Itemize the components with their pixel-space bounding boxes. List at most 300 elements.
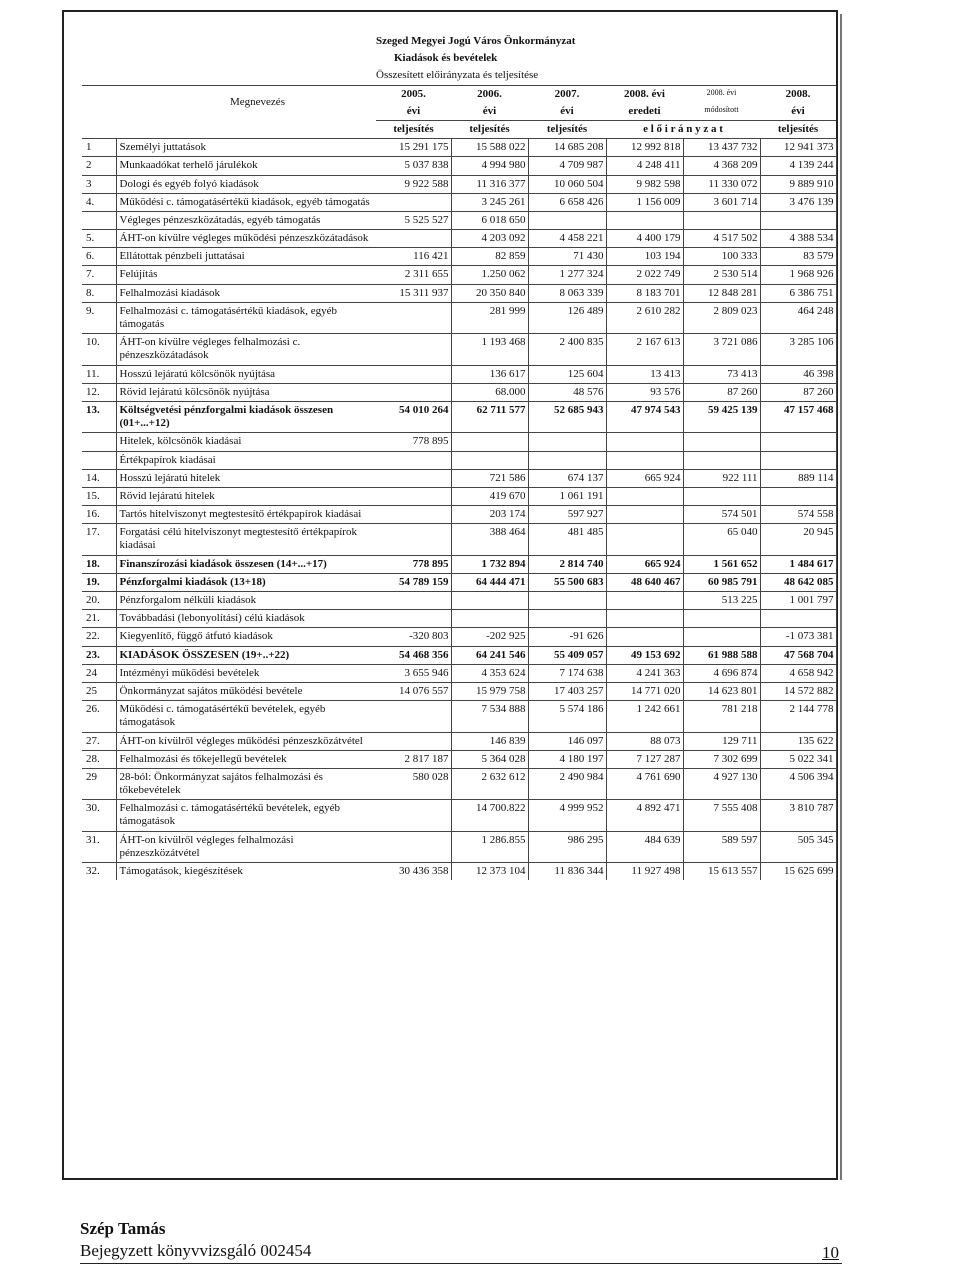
value-cell: 484 639 — [606, 831, 683, 862]
value-cell: 59 425 139 — [683, 401, 760, 432]
type-2006: teljesítés — [451, 120, 528, 138]
row-number: 6. — [82, 248, 116, 266]
value-cell: 1 484 617 — [760, 555, 836, 573]
value-cell: 6 018 650 — [451, 211, 528, 229]
table-row — [82, 682, 836, 700]
value-cell — [376, 302, 451, 333]
table-row — [82, 139, 836, 157]
auditor-role: Bejegyzett könyvvizsgáló 002454 — [80, 1241, 312, 1260]
row-label: Felhalmozási kiadások — [116, 284, 376, 302]
value-cell: 4 892 471 — [606, 800, 683, 831]
row-number: 29 — [82, 768, 116, 799]
value-cell: -202 925 — [451, 628, 528, 646]
value-cell — [528, 592, 606, 610]
value-cell: 88 073 — [606, 732, 683, 750]
value-cell: 3 655 946 — [376, 664, 451, 682]
value-cell: 721 586 — [451, 469, 528, 487]
value-cell: 3 810 787 — [760, 800, 836, 831]
sub-2008-modified: módosított — [704, 104, 739, 114]
table-row — [82, 469, 836, 487]
row-label: Rövid lejáratú hitelek — [116, 487, 376, 505]
value-cell — [683, 628, 760, 646]
row-number: 15. — [82, 487, 116, 505]
value-cell: 1.250 062 — [451, 266, 528, 284]
row-number: 30. — [82, 800, 116, 831]
table-row — [82, 175, 836, 193]
value-cell: 14 700.822 — [451, 800, 528, 831]
table-row — [82, 701, 836, 732]
value-cell: 129 711 — [683, 732, 760, 750]
value-cell: 48 576 — [528, 383, 606, 401]
value-cell: 778 895 — [376, 555, 451, 573]
value-cell — [376, 524, 451, 555]
value-cell: 61 988 588 — [683, 646, 760, 664]
value-cell: 2 610 282 — [606, 302, 683, 333]
value-cell: 15 311 937 — [376, 284, 451, 302]
value-cell: 13 437 732 — [683, 139, 760, 157]
value-cell: 3 476 139 — [760, 193, 836, 211]
value-cell — [683, 610, 760, 628]
value-cell: 20 350 840 — [451, 284, 528, 302]
table-row — [82, 193, 836, 211]
value-cell: 55 409 057 — [528, 646, 606, 664]
value-cell: 481 485 — [528, 524, 606, 555]
row-number: 31. — [82, 831, 116, 862]
row-label: ÁHT-on kívülről végleges működési pénzeszközátvétel — [116, 732, 376, 750]
value-cell: 52 685 943 — [528, 401, 606, 432]
value-cell — [683, 451, 760, 469]
value-cell — [760, 610, 836, 628]
value-cell — [376, 487, 451, 505]
value-cell — [606, 211, 683, 229]
row-label: Kiegyenlítő, függő átfutó kiadások — [116, 628, 376, 646]
value-cell: 73 413 — [683, 365, 760, 383]
value-cell: 574 501 — [683, 506, 760, 524]
value-cell — [376, 592, 451, 610]
value-cell — [376, 365, 451, 383]
table-row — [82, 334, 836, 365]
row-number: 25 — [82, 682, 116, 700]
value-cell: 54 468 356 — [376, 646, 451, 664]
value-cell: 54 789 159 — [376, 573, 451, 591]
table-row — [82, 646, 836, 664]
value-cell: 464 248 — [760, 302, 836, 333]
table-row — [82, 451, 836, 469]
row-label: Felújítás — [116, 266, 376, 284]
value-cell — [451, 610, 528, 628]
value-cell: 54 010 264 — [376, 401, 451, 432]
value-cell — [760, 487, 836, 505]
value-cell: 9 982 598 — [606, 175, 683, 193]
row-number — [82, 211, 116, 229]
auditor-name: Szép Tamás — [80, 1219, 166, 1238]
value-cell: 589 597 — [683, 831, 760, 862]
value-cell: 10 060 504 — [528, 175, 606, 193]
row-label: Támogatások, kiegészítések — [116, 863, 376, 881]
value-cell: 4 180 197 — [528, 750, 606, 768]
value-cell: 100 333 — [683, 248, 760, 266]
value-cell — [606, 524, 683, 555]
row-number: 22. — [82, 628, 116, 646]
value-cell: 2 809 023 — [683, 302, 760, 333]
row-number: 20. — [82, 592, 116, 610]
value-cell — [451, 592, 528, 610]
value-cell: 1 242 661 — [606, 701, 683, 732]
value-cell: 11 316 377 — [451, 175, 528, 193]
value-cell: 778 895 — [376, 433, 451, 451]
value-cell: 4 709 987 — [528, 157, 606, 175]
table-row — [82, 365, 836, 383]
value-cell: -91 626 — [528, 628, 606, 646]
row-label: Dologi és egyéb folyó kiadások — [116, 175, 376, 193]
value-cell: 14 076 557 — [376, 682, 451, 700]
value-cell: 986 295 — [528, 831, 606, 862]
value-cell: 4 388 534 — [760, 230, 836, 248]
value-cell: 4 761 690 — [606, 768, 683, 799]
value-cell — [451, 451, 528, 469]
row-label: Munkaadókat terhelő járulékok — [116, 157, 376, 175]
value-cell: 674 137 — [528, 469, 606, 487]
row-number: 18. — [82, 555, 116, 573]
value-cell: 4 248 411 — [606, 157, 683, 175]
row-number: 17. — [82, 524, 116, 555]
value-cell — [606, 506, 683, 524]
value-cell — [528, 433, 606, 451]
value-cell: 2 144 778 — [760, 701, 836, 732]
table-row — [82, 302, 836, 333]
value-cell: 47 157 468 — [760, 401, 836, 432]
row-label: ÁHT-on kívülre végleges felhalmozási c. pénzeszközátadások — [116, 334, 376, 365]
value-cell: 6 386 751 — [760, 284, 836, 302]
value-cell — [683, 211, 760, 229]
value-cell: 116 421 — [376, 248, 451, 266]
row-number: 24 — [82, 664, 116, 682]
table-row — [82, 524, 836, 555]
row-number: 1 — [82, 139, 116, 157]
row-label: Pénzforgalom nélküli kiadások — [116, 592, 376, 610]
value-cell: 2 530 514 — [683, 266, 760, 284]
value-cell: 2 817 187 — [376, 750, 451, 768]
value-cell: 4 203 092 — [451, 230, 528, 248]
value-cell — [528, 451, 606, 469]
value-cell: 3 245 261 — [451, 193, 528, 211]
value-cell — [760, 433, 836, 451]
row-label: Finanszírozási kiadások összesen (14+...+17) — [116, 555, 376, 573]
row-label: Végleges pénzeszközátadás, egyéb támogatás — [116, 211, 376, 229]
value-cell: 281 999 — [451, 302, 528, 333]
row-label: Hosszú lejáratú kölcsönök nyújtása — [116, 365, 376, 383]
value-cell: 574 558 — [760, 506, 836, 524]
value-cell: 2 022 749 — [606, 266, 683, 284]
value-cell — [606, 628, 683, 646]
value-cell: 2 400 835 — [528, 334, 606, 365]
value-cell: 2 632 612 — [451, 768, 528, 799]
value-cell: 1 277 324 — [528, 266, 606, 284]
row-label: Továbbadási (lebonyolítási) célú kiadások — [116, 610, 376, 628]
org-name: Szeged Megyei Jogú Város Önkormányzat — [376, 35, 576, 47]
row-number — [82, 433, 116, 451]
value-cell: 203 174 — [451, 506, 528, 524]
row-label: Felhalmozási c. támogatásértékű kiadások, egyéb támogatás — [116, 302, 376, 333]
value-cell: 9 889 910 — [760, 175, 836, 193]
table-row — [82, 732, 836, 750]
value-cell: 5 037 838 — [376, 157, 451, 175]
value-cell: 3 721 086 — [683, 334, 760, 365]
table-row — [82, 433, 836, 451]
row-label: Ellátottak pénzbeli juttatásai — [116, 248, 376, 266]
row-label: Felhalmozási és tőkejellegű bevételek — [116, 750, 376, 768]
sub-2005: évi — [406, 104, 421, 117]
value-cell — [683, 433, 760, 451]
value-cell: 7 534 888 — [451, 701, 528, 732]
row-number: 11. — [82, 365, 116, 383]
value-cell: 12 848 281 — [683, 284, 760, 302]
row-number: 8. — [82, 284, 116, 302]
row-number: 21. — [82, 610, 116, 628]
value-cell: 665 924 — [606, 469, 683, 487]
year-2005: 2005. — [376, 85, 451, 103]
row-number: 26. — [82, 701, 116, 732]
value-cell: 83 579 — [760, 248, 836, 266]
table-row — [82, 664, 836, 682]
table-row — [82, 610, 836, 628]
row-label: Költségvetési pénzforgalmi kiadások összesen (01+...+12) — [116, 401, 376, 432]
row-label: ÁHT-on kívülre végleges működési pénzeszközátadások — [116, 230, 376, 248]
value-cell: 1 968 926 — [760, 266, 836, 284]
value-cell: 7 302 699 — [683, 750, 760, 768]
row-label: Forgatási célú hitelviszonyt megtestesítő értékpapírok kiadásai — [116, 524, 376, 555]
value-cell: 55 500 683 — [528, 573, 606, 591]
table-row — [82, 768, 836, 799]
value-cell: 6 658 426 — [528, 193, 606, 211]
table-row — [82, 573, 836, 591]
value-cell: 14 771 020 — [606, 682, 683, 700]
value-cell: 513 225 — [683, 592, 760, 610]
value-cell: 8 063 339 — [528, 284, 606, 302]
sub-2008-original: eredeti — [628, 104, 661, 117]
value-cell: -320 803 — [376, 628, 451, 646]
value-cell: 1 286.855 — [451, 831, 528, 862]
row-label: Működési c. támogatásértékű kiadások, egyéb támogatás — [116, 193, 376, 211]
table-row — [82, 248, 836, 266]
value-cell: 87 260 — [760, 383, 836, 401]
value-cell: 62 711 577 — [451, 401, 528, 432]
value-cell: 5 574 186 — [528, 701, 606, 732]
value-cell: 3 601 714 — [683, 193, 760, 211]
row-number: 27. — [82, 732, 116, 750]
value-cell — [376, 469, 451, 487]
row-label: ÁHT-on kívülről végleges felhalmozási pénzeszközátvétel — [116, 831, 376, 862]
value-cell: 20 945 — [760, 524, 836, 555]
value-cell: 2 490 984 — [528, 768, 606, 799]
value-cell: 48 640 467 — [606, 573, 683, 591]
name-column-header: Megnevezés — [82, 85, 376, 120]
value-cell: 1 001 797 — [760, 592, 836, 610]
value-cell: 103 194 — [606, 248, 683, 266]
table-row — [82, 800, 836, 831]
value-cell: 93 576 — [606, 383, 683, 401]
value-cell: 4 927 130 — [683, 768, 760, 799]
row-number: 32. — [82, 863, 116, 881]
value-cell: 4 241 363 — [606, 664, 683, 682]
table-row — [82, 831, 836, 862]
value-cell — [376, 831, 451, 862]
row-number: 2 — [82, 157, 116, 175]
row-number: 7. — [82, 266, 116, 284]
table-row — [82, 555, 836, 573]
value-cell — [606, 433, 683, 451]
value-cell: 14 572 882 — [760, 682, 836, 700]
row-label: Rövid lejáratú kölcsönök nyújtása — [116, 383, 376, 401]
value-cell: 15 613 557 — [683, 863, 760, 881]
value-cell: 1 061 191 — [528, 487, 606, 505]
value-cell: 2 814 740 — [528, 555, 606, 573]
row-number: 13. — [82, 401, 116, 432]
value-cell: 12 992 818 — [606, 139, 683, 157]
frame-shadow — [840, 14, 842, 1180]
value-cell: 11 927 498 — [606, 863, 683, 881]
value-cell — [376, 610, 451, 628]
year-2008-original: 2008. évi — [606, 85, 683, 103]
value-cell: 5 364 028 — [451, 750, 528, 768]
value-cell — [760, 451, 836, 469]
value-cell: 126 489 — [528, 302, 606, 333]
row-number: 16. — [82, 506, 116, 524]
row-label: Személyi juttatások — [116, 139, 376, 157]
value-cell — [451, 433, 528, 451]
row-label: Önkormányzat sajátos működési bevétele — [116, 682, 376, 700]
table-row — [82, 592, 836, 610]
table-row — [82, 266, 836, 284]
value-cell — [683, 487, 760, 505]
table-row — [82, 863, 836, 881]
value-cell — [528, 211, 606, 229]
value-cell: 146 097 — [528, 732, 606, 750]
row-label: Pénzforgalmi kiadások (13+18) — [116, 573, 376, 591]
value-cell: 46 398 — [760, 365, 836, 383]
value-cell: 65 040 — [683, 524, 760, 555]
value-cell: 505 345 — [760, 831, 836, 862]
value-cell: 15 979 758 — [451, 682, 528, 700]
type-2007: teljesítés — [528, 120, 606, 138]
row-number — [82, 451, 116, 469]
value-cell: 12 373 104 — [451, 863, 528, 881]
row-number: 19. — [82, 573, 116, 591]
row-label: 28-ból: Önkormányzat sajátos felhalmozási és tőkebevételek — [116, 768, 376, 799]
value-cell: 4 696 874 — [683, 664, 760, 682]
value-cell: 136 617 — [451, 365, 528, 383]
value-cell: 17 403 257 — [528, 682, 606, 700]
value-cell: 8 183 701 — [606, 284, 683, 302]
value-cell: 580 028 — [376, 768, 451, 799]
value-cell: 4 999 952 — [528, 800, 606, 831]
row-label: Felhalmozási c. támogatásértékű bevételek, egyéb támogatások — [116, 800, 376, 831]
value-cell: 14 685 208 — [528, 139, 606, 157]
value-cell: 419 670 — [451, 487, 528, 505]
row-number: 5. — [82, 230, 116, 248]
value-cell: 68.000 — [451, 383, 528, 401]
value-cell: 4 506 394 — [760, 768, 836, 799]
table-row — [82, 487, 836, 505]
row-number: 3 — [82, 175, 116, 193]
table-subtitle: Összesített előirányzata és teljesítése — [376, 69, 539, 82]
value-cell: 781 218 — [683, 701, 760, 732]
value-cell — [376, 800, 451, 831]
sub-2007: évi — [560, 104, 574, 117]
value-cell: 135 622 — [760, 732, 836, 750]
value-cell: 5 022 341 — [760, 750, 836, 768]
value-cell: 889 114 — [760, 469, 836, 487]
value-cell — [376, 383, 451, 401]
value-cell: 388 464 — [451, 524, 528, 555]
table-row — [82, 284, 836, 302]
row-label: Értékpapírok kiadásai — [116, 451, 376, 469]
value-cell: 47 568 704 — [760, 646, 836, 664]
value-cell — [376, 451, 451, 469]
value-cell — [376, 701, 451, 732]
value-cell: 7 555 408 — [683, 800, 760, 831]
value-cell — [376, 193, 451, 211]
year-2007: 2007. — [528, 85, 606, 103]
type-2005: teljesítés — [376, 120, 451, 138]
table-row — [82, 628, 836, 646]
value-cell: 15 625 699 — [760, 863, 836, 881]
row-label: Tartós hitelviszonyt megtestesítő értékpapírok kiadásai — [116, 506, 376, 524]
value-cell: 5 525 527 — [376, 211, 451, 229]
value-cell: 7 127 287 — [606, 750, 683, 768]
value-cell: 15 291 175 — [376, 139, 451, 157]
value-cell — [760, 211, 836, 229]
row-label: Hitelek, kölcsönök kiadásai — [116, 433, 376, 451]
value-cell: 60 985 791 — [683, 573, 760, 591]
value-cell: 4 139 244 — [760, 157, 836, 175]
value-cell: 2 167 613 — [606, 334, 683, 365]
sub-2006: évi — [482, 104, 497, 117]
table-title: Kiadások és bevételek — [394, 52, 498, 65]
value-cell: 87 260 — [683, 383, 760, 401]
value-cell: 4 368 209 — [683, 157, 760, 175]
value-cell — [606, 451, 683, 469]
table-row — [82, 211, 836, 229]
value-cell: 4 658 942 — [760, 664, 836, 682]
budget-table — [82, 33, 837, 880]
table-row — [82, 401, 836, 432]
value-cell — [376, 334, 451, 365]
table-row — [82, 506, 836, 524]
value-cell: 48 642 085 — [760, 573, 836, 591]
value-cell: 12 941 373 — [760, 139, 836, 157]
year-2008-actual: 2008. — [760, 85, 836, 103]
table-row — [82, 157, 836, 175]
value-cell: 14 623 801 — [683, 682, 760, 700]
value-cell: 2 311 655 — [376, 266, 451, 284]
row-number: 4. — [82, 193, 116, 211]
value-cell: 146 839 — [451, 732, 528, 750]
value-cell: 1 732 894 — [451, 555, 528, 573]
type-2008-actual: teljesítés — [760, 120, 836, 138]
value-cell: 1 156 009 — [606, 193, 683, 211]
row-label: Intézményi működési bevételek — [116, 664, 376, 682]
value-cell: 49 153 692 — [606, 646, 683, 664]
value-cell: 4 517 502 — [683, 230, 760, 248]
value-cell: 13 413 — [606, 365, 683, 383]
value-cell: 1 561 652 — [683, 555, 760, 573]
value-cell: 71 430 — [528, 248, 606, 266]
year-2008-modified: 2008. évi — [683, 85, 760, 103]
page-number: 10 — [822, 1243, 839, 1262]
row-number: 10. — [82, 334, 116, 365]
row-number: 28. — [82, 750, 116, 768]
